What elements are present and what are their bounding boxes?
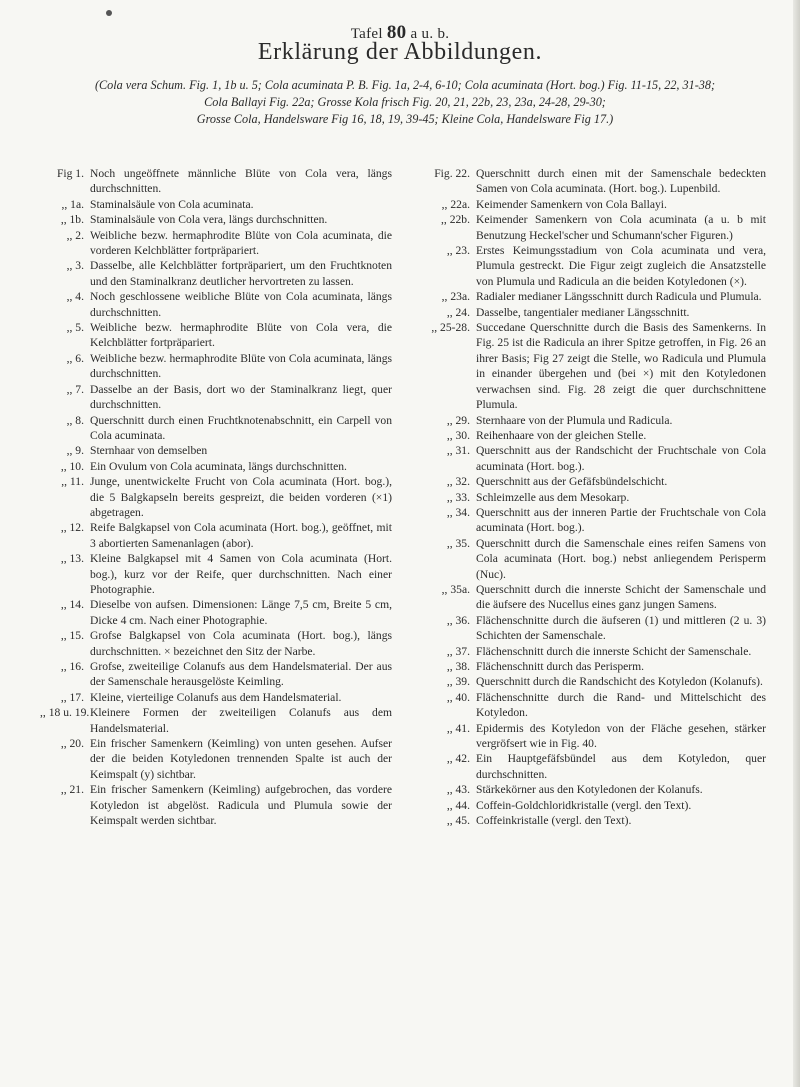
figure-entry xyxy=(40,166,392,197)
figure-entry xyxy=(408,813,766,828)
figure-entry xyxy=(408,320,766,412)
figure-number: ,, 15. xyxy=(60,629,84,643)
figure-entry xyxy=(40,212,392,227)
figure-description: Flächenschnitt durch die innerste Schicht der Samenschale. xyxy=(476,644,752,658)
figure-entry xyxy=(40,520,392,551)
figure-entry xyxy=(408,505,766,536)
figure-description: Querschnitt durch die Randschicht des Kotyledon (Kolanufs). xyxy=(476,675,763,689)
figure-entry xyxy=(408,721,766,752)
figure-entry xyxy=(40,736,392,782)
figure-number: ,, 22b. xyxy=(441,213,470,227)
figure-description: Stärkekörner aus den Kotyledonen der Kolanufs. xyxy=(476,783,703,797)
figure-number: ,, 23. xyxy=(446,244,470,258)
figure-entry xyxy=(408,474,766,489)
figure-description: Weibliche bezw. hermaphrodite Blüte von Cola acuminata, längs durchschnitten. xyxy=(90,351,392,381)
figure-entry xyxy=(408,644,766,659)
figure-entry xyxy=(408,751,766,782)
figure-entry xyxy=(408,690,766,721)
figure-number: ,, 7. xyxy=(66,382,84,396)
figure-entry xyxy=(40,351,392,382)
figure-entry xyxy=(40,474,392,520)
figure-entry xyxy=(408,782,766,797)
figure-description: Reife Balgkapsel von Cola acuminata (Hort. bog.), geöffnet, mit 3 abortierten Samenanlagen (abor). xyxy=(90,521,392,550)
figure-number: ,, 40. xyxy=(446,690,470,704)
figure-entry xyxy=(40,782,392,828)
figure-number: ,, 30. xyxy=(446,428,470,442)
figure-description: Sternhaare von der Plumula und Radicula. xyxy=(476,413,673,427)
figure-entry xyxy=(408,613,766,644)
figure-description: Sternhaar von demselben xyxy=(90,444,208,458)
figure-description: Dasselbe, alle Kelchblätter fortpräpariert, um den Fruchtknoten und den Staminalkranz deutlicher hervortreten zu lassen. xyxy=(90,259,392,288)
figure-description: Dieselbe von aufsen. Dimensionen: Länge 7,5 cm, Breite 5 cm, Dicke 4 cm. Nach einer Photographie. xyxy=(90,598,392,627)
figure-description: Grofse Balgkapsel von Cola acuminata (Hort. bog.), längs durchschnitten. × bezeichnet den Sitz der Narbe. xyxy=(90,629,392,658)
figure-number: Fig. 22. xyxy=(434,167,470,180)
figure-entry xyxy=(408,428,766,443)
figure-entry xyxy=(40,551,392,597)
figure-entry xyxy=(40,258,392,289)
figure-description: Radialer medianer Längsschnitt durch Radicula und Plumula. xyxy=(476,290,762,304)
figure-entry xyxy=(40,413,392,444)
figure-entry xyxy=(40,289,392,320)
key-line: Grosse Cola, Handelsware Fig 16, 18, 19, 39-45; Kleine Cola, Handelsware Fig 17.) xyxy=(196,112,614,126)
figure-entry xyxy=(408,166,766,197)
print-dot xyxy=(106,10,112,16)
figure-entry xyxy=(40,705,392,736)
left-column xyxy=(40,166,392,828)
key-line: Cola Ballayi Fig. 22a; Grosse Kola frisch Fig. 20, 21, 22b, 23, 23a, 24-28, 29-30; xyxy=(204,95,606,109)
figure-entry xyxy=(408,243,766,289)
figure-description: Querschnitt aus der inneren Partie der Fruchtschale von Cola acuminata (Hort. bog.). xyxy=(476,505,766,535)
figure-description: Querschnitt aus der Gefäfsbündelschicht. xyxy=(476,475,668,489)
figure-number: ,, 20. xyxy=(60,737,84,751)
figure-number: ,, 14. xyxy=(60,598,84,612)
figure-number: ,, 35. xyxy=(446,536,470,550)
figure-description: Epidermis des Kotyledon von der Fläche gesehen, stärker vergröfsert wie in Fig. 40. xyxy=(476,721,766,751)
figure-number: ,, 38. xyxy=(446,660,470,673)
figure-description: Dasselbe, tangentialer medianer Längsschnitt. xyxy=(476,305,690,319)
figure-entry xyxy=(408,798,766,813)
figure-number: ,, 18 u. 19. xyxy=(40,706,90,720)
figure-entry xyxy=(40,443,392,458)
figure-number: Fig 1. xyxy=(56,167,84,180)
figure-description: Ein frischer Samenkern (Keimling) von unten gesehen. Aufser der die beiden Kotyledonen trennenden Spalte ist auch der Keimspalt (y) sichtbar. xyxy=(90,737,392,781)
figure-entry xyxy=(408,289,766,304)
plate-number: 80 xyxy=(386,22,407,43)
figure-entry xyxy=(40,382,392,413)
page-title: Erklärung der Abbildungen. xyxy=(257,39,543,65)
figure-description: Flächenschnitt durch das Perisperm. xyxy=(476,660,645,673)
figure-number: ,, 2. xyxy=(66,228,84,242)
figure-entry xyxy=(40,459,392,474)
figure-entry xyxy=(40,690,392,705)
figure-description: Junge, unentwickelte Frucht von Cola acuminata (Hort. bog.), die 5 Balgkapseln bereits gespreizt, die beiden vorderen (×1) abgetragen. xyxy=(90,475,392,519)
figure-entry xyxy=(408,536,766,582)
figure-description: Querschnitt durch einen Fruchtknotenabschnitt, ein Carpell von Cola acuminata. xyxy=(90,413,392,442)
figure-entry xyxy=(40,659,392,690)
figure-entry xyxy=(40,320,392,351)
figure-number: ,, 25-28. xyxy=(431,321,470,335)
figure-number: ,, 23a. xyxy=(441,290,470,304)
figure-number: ,, 42. xyxy=(446,752,470,766)
figure-number: ,, 24. xyxy=(446,305,470,319)
figure-number: ,, 37. xyxy=(446,644,470,658)
figure-description: Noch geschlossene weibliche Blüte von Cola acuminata, längs durchschnitten. xyxy=(90,290,392,319)
figure-description: Dasselbe an der Basis, dort wo der Staminalkranz liegt, quer durchschnitten. xyxy=(90,382,392,412)
figure-description: Querschnitt durch die innerste Schicht der Samenschale und die äufsere des Nucellus eines ganz jungen Samens. xyxy=(476,582,766,612)
figure-number: ,, 13. xyxy=(60,552,84,566)
figure-entry xyxy=(408,443,766,474)
figure-number: ,, 21. xyxy=(60,783,84,797)
figure-description: Kleine, vierteilige Colanufs aus dem Handelsmaterial. xyxy=(90,690,342,704)
figure-number: ,, 4. xyxy=(66,290,84,304)
figure-description: Reihenhaare von der gleichen Stelle. xyxy=(476,428,647,442)
figure-number: ,, 17. xyxy=(60,690,84,704)
plate-suffix: a u. b. xyxy=(410,26,450,42)
figure-number: ,, 29. xyxy=(446,413,470,427)
figure-number: ,, 31. xyxy=(446,444,470,458)
figure-number: ,, 6. xyxy=(66,351,84,365)
figure-entry xyxy=(40,197,392,212)
figure-number: ,, 1a. xyxy=(61,197,84,211)
figure-number: ,, 5. xyxy=(66,321,84,335)
figure-description: Staminalsäule von Cola acuminata. xyxy=(90,197,254,211)
figure-number: ,, 41. xyxy=(446,721,470,735)
figure-number: ,, 8. xyxy=(66,413,84,427)
figure-number: ,, 44. xyxy=(446,798,470,812)
figure-number: ,, 9. xyxy=(66,444,84,458)
figure-entry xyxy=(408,490,766,505)
figure-description: Flächenschnitte durch die äufseren (1) und mittleren (2 u. 3) Schichten der Samenschale. xyxy=(476,613,766,643)
figure-description: Succedane Querschnitte durch die Basis des Samenkerns. In Fig. 25 ist die Radicula an ihrer Spitze getroffen, in Fig. 26 an ihrer Basis; Fig 27 zeigt die Stelle, wo Radicula und Plumula in einander übergehen und (bei ×) mit den Kotyledonen verwachsen sind. Fig. 28 zeigt die quer durchschnittene Plumula. xyxy=(476,321,766,412)
key-line: (Cola vera Schum. Fig. 1, 1b u. 5; Cola acuminata P. B. Fig. 1a, 2-4, 6-10; Cola acuminata (Hort. bog.) Fig. 11-15, 22, 31-38; xyxy=(94,78,716,92)
figure-number: ,, 43. xyxy=(446,783,470,797)
figure-number: ,, 34. xyxy=(446,505,470,519)
figure-number: ,, 3. xyxy=(66,259,84,273)
figure-description: Querschnitt aus der Randschicht der Fruchtschale von Cola acuminata (Hort. bog.). xyxy=(476,444,766,473)
figure-number: ,, 36. xyxy=(446,613,470,627)
figure-description: Grofse, zweiteilige Colanufs aus dem Handelsmaterial. Der aus der Samenschale herausgelöste Keimling. xyxy=(90,660,392,689)
figure-description: Noch ungeöffnete männliche Blüte von Cola vera, längs durchschnitten. xyxy=(90,167,392,196)
figure-description: Erstes Keimungsstadium von Cola acuminata und vera, Plumula gestreckt. Die Figur zeigt zugleich die Ansatzstelle von Plumula und Radicula an die beiden Kotyledonen (×). xyxy=(476,244,766,288)
figure-description: Keimender Samenkern von Cola Ballayi. xyxy=(476,197,667,211)
figure-entry xyxy=(408,659,766,674)
figure-description: Weibliche bezw. hermaphrodite Blüte von Cola vera, die Kelchblätter fortpräpariert. xyxy=(90,321,392,350)
figure-description: Coffeinkristalle (vergl. den Text). xyxy=(476,814,632,828)
figure-description: Keimender Samenkern von Cola acuminata (a u. b mit Benutzung Heckel'scher und Schumann'scher Figuren.) xyxy=(476,213,766,242)
figure-entry xyxy=(408,305,766,320)
figure-description: Flächenschnitte durch die Rand- und Mittelschicht des Kotyledon. xyxy=(476,690,766,720)
figure-number: ,, 16. xyxy=(60,660,84,673)
figure-description: Kleine Balgkapsel mit 4 Samen von Cola acuminata (Hort. bog.), kurz vor der Reife, quer durchschnitten. Nach einer Photographie. xyxy=(90,552,392,596)
figure-description: Schleimzelle aus dem Mesokarp. xyxy=(476,490,630,504)
figure-description: Ein Hauptgefäfsbündel aus dem Kotyledon, quer durchschnitten. xyxy=(476,752,766,781)
figure-entry xyxy=(40,597,392,628)
figure-number: ,, 11. xyxy=(61,475,84,489)
figure-description: Weibliche bezw. hermaphrodite Blüte von Cola acuminata, die vorderen Kelchblätter fortpräpariert. xyxy=(90,228,392,258)
figure-number: ,, 32. xyxy=(446,475,470,489)
species-figure-key xyxy=(50,77,760,128)
figure-entry xyxy=(408,674,766,689)
figure-number: ,, 33. xyxy=(446,490,470,504)
figure-entry xyxy=(40,228,392,259)
figure-number: ,, 35a. xyxy=(441,582,470,596)
figure-number: ,, 1b. xyxy=(60,213,84,227)
figure-description: Kleinere Formen der zweiteiligen Colanufs aus dem Handelsmaterial. xyxy=(90,706,392,735)
figure-entry xyxy=(40,628,392,659)
figure-number: ,, 12. xyxy=(60,521,84,535)
figure-description: Staminalsäule von Cola vera, längs durchschnitten. xyxy=(90,213,328,227)
figure-entry xyxy=(408,212,766,243)
page-edge xyxy=(793,0,800,1087)
figure-entry xyxy=(408,197,766,212)
figure-entry xyxy=(408,413,766,428)
figure-number: ,, 22a. xyxy=(441,197,470,211)
right-column xyxy=(408,166,766,828)
figure-description: Querschnitt durch die Samenschale eines reifen Samens von Cola acuminata (Hort. bog.) nebst anliegendem Perisperm (Nuc). xyxy=(476,536,766,581)
figure-description: Ein Ovulum von Cola acuminata, längs durchschnitten. xyxy=(90,459,347,473)
figure-number: ,, 45. xyxy=(446,814,470,828)
figure-number: ,, 10. xyxy=(60,459,84,473)
figure-number: ,, 39. xyxy=(446,675,470,689)
plate-prefix: Tafel xyxy=(350,26,383,42)
figure-description: Ein frischer Samenkern (Keimling) aufgebrochen, das vordere Kotyledon ist abgelöst. Radicula und Plumula sowie der Keimspalt werden sichtbar. xyxy=(90,783,392,828)
figure-entry xyxy=(408,582,766,613)
figure-description: Querschnitt durch einen mit der Samenschale bedeckten Samen von Cola acuminata. (Hort. bog.). Lupenbild. xyxy=(476,167,766,196)
figure-description: Coffein-Goldchloridkristalle (vergl. den Text). xyxy=(476,798,692,812)
